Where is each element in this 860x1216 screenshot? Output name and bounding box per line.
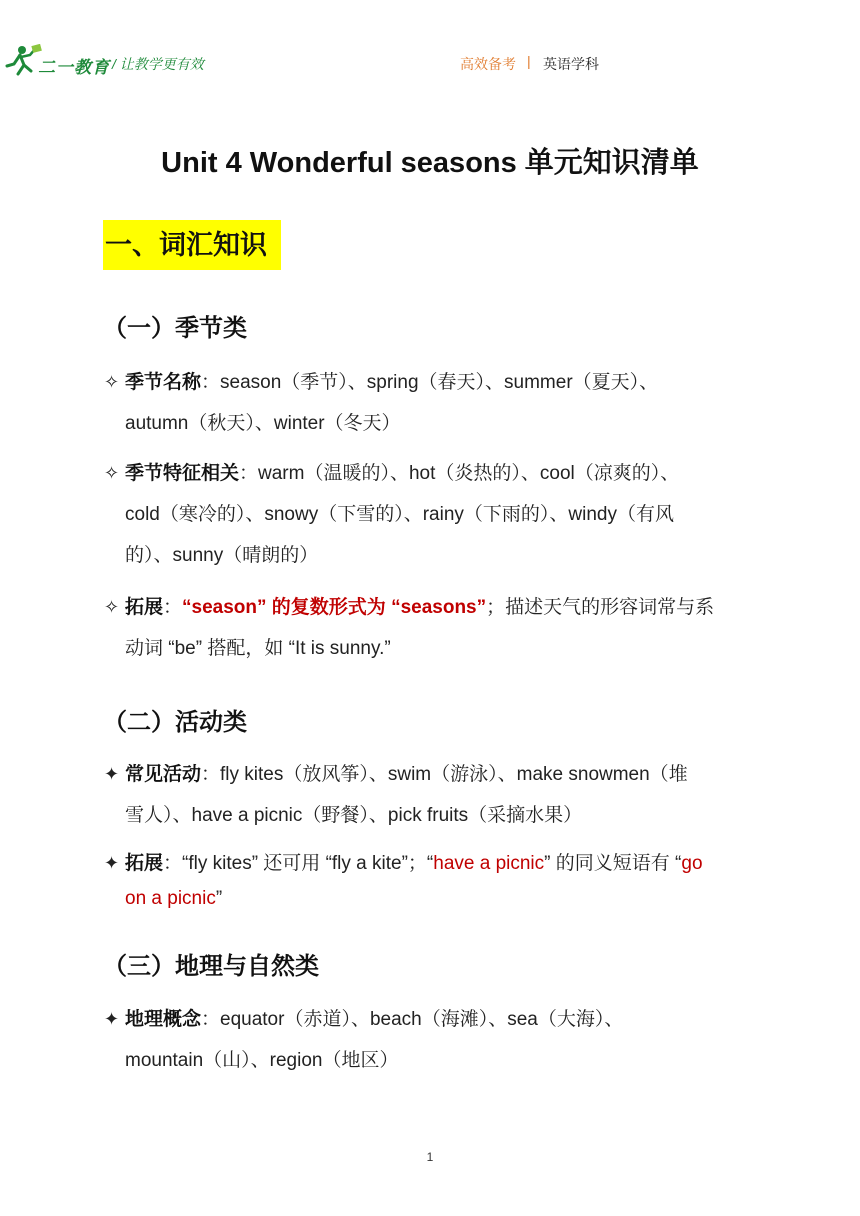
item-text-continued: 动词 “be” 搭配，如 “It is sunny.” (125, 638, 391, 659)
item-text: ：season（季节）、spring（春天）、summer（夏天）、 (201, 372, 659, 393)
item-text-continued: autumn（秋天）、winter（冬天） (125, 413, 401, 434)
item-text-continued: 雪人）、have a picnic（野餐）、pick fruits（采摘水果） (125, 805, 583, 826)
list-item-geography (104, 999, 754, 1081)
brand-name: 二一教育 (38, 58, 110, 77)
item-text: ” 的同义短语有 “ (544, 853, 682, 874)
four-point-star-bullet-icon: ✦ (104, 764, 120, 784)
brand-slogan: / 让教学更有效 (112, 56, 204, 72)
item-text-continued: cold（寒冷的）、snowy（下雪的）、rainy（下雨的）、windy（有风 (125, 504, 674, 525)
highlighted-text: go (681, 853, 703, 874)
highlighted-text: have a picnic (433, 853, 545, 874)
subsection-heading-seasons: （一）季节类 (103, 315, 247, 342)
list-item-season-features (104, 453, 754, 576)
page-header (0, 44, 860, 84)
item-text: ：fly kites（放风筝）、swim（游泳）、make snowmen（堆 (201, 764, 688, 785)
list-item-common-activities (104, 754, 754, 836)
item-text: ：“fly kites” 还可用 “fly a kite”；“ (163, 853, 434, 874)
page-number: 1 (426, 1150, 434, 1164)
star-bullet-icon: ✧ (104, 597, 120, 617)
item-label: 常见活动 (125, 764, 202, 785)
four-point-star-bullet-icon: ✦ (104, 853, 120, 873)
item-label: 季节名称 (125, 372, 202, 393)
star-bullet-icon: ✧ (104, 372, 120, 392)
item-label: 地理概念 (125, 1009, 202, 1030)
item-text: ：warm（温暖的）、hot（炎热的）、cool（凉爽的）、 (239, 463, 680, 484)
header-subject: 英语学科 (543, 56, 599, 72)
section-heading: 一、词汇知识 (103, 220, 281, 270)
subsection-heading-activities: （二）活动类 (103, 709, 247, 736)
list-item-extension-seasons (104, 587, 754, 669)
highlighted-text: on a picnic (125, 888, 216, 909)
star-bullet-icon: ✧ (104, 463, 120, 483)
list-item-extension-activities (104, 846, 754, 916)
document-title: Unit 4 Wonderful seasons 单元知识清单 (161, 147, 699, 179)
list-item-season-names (104, 362, 754, 444)
item-label: 季节特征相关 (125, 463, 240, 484)
highlighted-text: “season” 的复数形式为 “seasons” (182, 597, 487, 618)
four-point-star-bullet-icon: ✦ (104, 1009, 120, 1029)
item-text-continued: 的）、sunny（晴朗的） (125, 545, 319, 566)
header-tag: 高效备考 (460, 56, 516, 72)
item-colon: ： (163, 597, 183, 618)
item-text: ：equator（赤道）、beach（海滩）、sea（大海）、 (201, 1009, 624, 1030)
item-label: 拓展 (125, 597, 164, 618)
item-text: ” (215, 888, 223, 909)
item-text: ；描述天气的形容词常与系 (486, 597, 715, 618)
item-label: 拓展 (125, 853, 164, 874)
header-separator: | (527, 53, 531, 69)
item-text-continued: mountain（山）、region（地区） (125, 1050, 399, 1071)
subsection-heading-geography: （三）地理与自然类 (103, 953, 319, 980)
